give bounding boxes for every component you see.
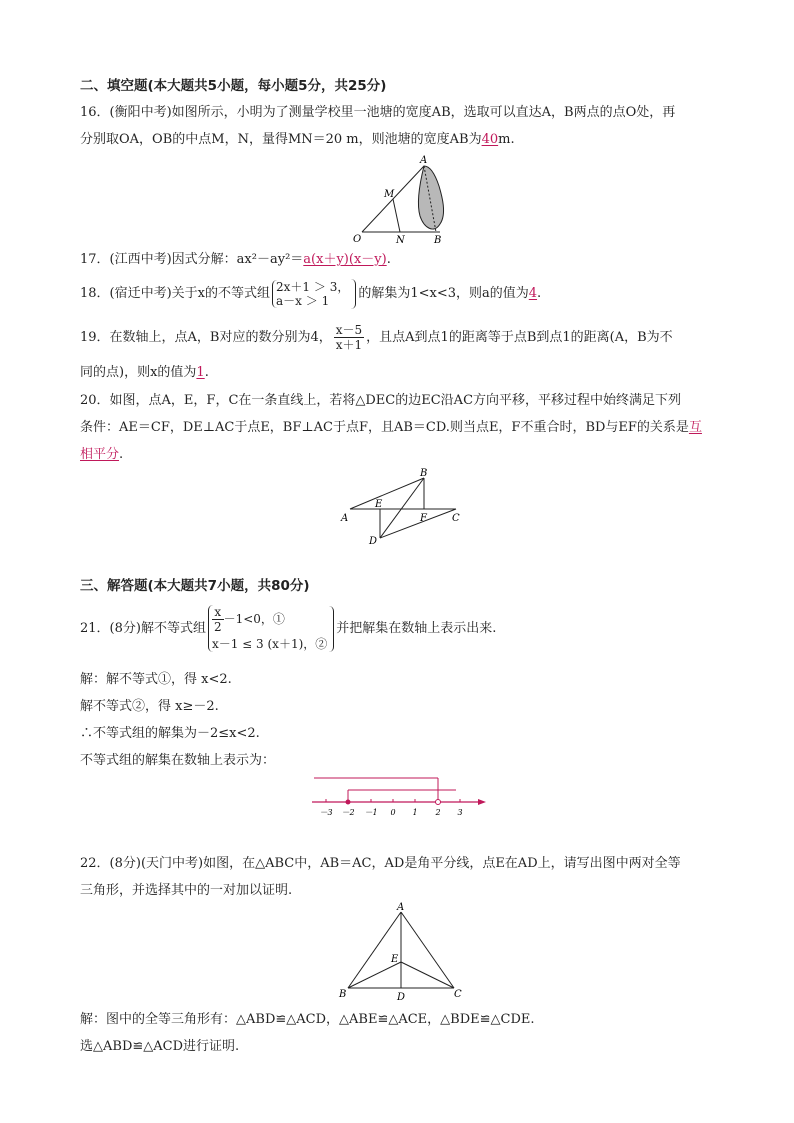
q20-label-F: F [420, 513, 427, 524]
section-3-title: 三、解答题(本大题共7小题，共80分) [80, 578, 310, 594]
q19-fraction: $\frac{x-5}{x+1}$ [335, 323, 363, 352]
q18-answer: 4 [528, 286, 538, 301]
q16-label-O: O [353, 234, 362, 244]
q18-inequality-system: 2x＋1 ＞ 3， a－x ＞ 1 [272, 280, 349, 308]
q20-line3: 相平分. [80, 447, 124, 462]
q16-line1: 16．(衡阳中考)如图所示，小明为了测量学校里一池塘的宽度AB，选取可以直达A，B两点的点O处，再 [80, 105, 676, 120]
q21-tick-label: －2 [341, 808, 355, 817]
q22-line2: 三角形，并选择其中的一对加以证明. [80, 883, 293, 898]
q22-label-B: B [339, 989, 347, 1000]
q19-line1: 19．在数轴上，点A，B对应的数分别为4， $\frac{x-5}{x+1}$ ，且点A到点1的距离等于点B到点1的距离(A，B为不 [80, 323, 673, 352]
q21-solution-3: ∴不等式组的解集为－2≤x<2. [80, 726, 260, 741]
q21-line: 21．(8分)解不等式组 $\frac{x}{2}$ －1<0，① x－1 ≤ 3 (x＋1)，② 并把解集在数轴上表示出来. [80, 605, 497, 651]
q21-tick-label: －1 [364, 808, 378, 817]
q16-label-M: M [384, 189, 395, 200]
q21-inequality-system: $\frac{x}{2}$ －1<0，① x－1 ≤ 3 (x＋1)，② [208, 605, 327, 652]
q20-label-E: E [375, 499, 383, 510]
q16-pond-figure [350, 152, 460, 244]
q20-parallelogram-figure [338, 466, 468, 546]
q20-label-C: C [452, 513, 460, 524]
q16-answer: 40 [481, 132, 499, 147]
q21-tick-label: 0 [390, 808, 396, 817]
section-2-title: 二、填空题(本大题共5小题，每小题5分，共25分) [80, 78, 387, 94]
q20-answer-part2: 相平分 [80, 447, 120, 462]
q21-solution-1: 解：解不等式①，得 x<2. [80, 672, 232, 687]
q19-line2: 同的点)，则x的值为1. [80, 365, 209, 380]
q22-triangle-figure [336, 900, 466, 1004]
q22-label-C: C [454, 989, 462, 1000]
q21-tick-label: 3 [457, 808, 463, 817]
q16-label-B: B [434, 235, 442, 244]
q22-label-A: A [397, 902, 405, 913]
q21-tick-label: 1 [412, 808, 418, 817]
q22-solution-1: 解：图中的全等三角形有：△ABD≌△ACD，△ABE≌△ACE，△BDE≌△CDE. [80, 1012, 535, 1027]
q21-solution-2: 解不等式②，得 x≥－2. [80, 699, 219, 714]
q21-solution-4: 不等式组的解集在数轴上表示为： [80, 753, 276, 768]
q21-tick-label: 2 [435, 808, 441, 817]
q16-label-N: N [396, 235, 405, 244]
q21-tick-label: －3 [319, 808, 333, 817]
q20-line2: 条件：AE＝CF，DE⊥AC于点E，BF⊥AC于点F，且AB＝CD.则当点E，F不重合时，BD与EF的关系是互 [80, 420, 702, 435]
q22-label-E: E [391, 954, 399, 965]
q20-label-B: B [420, 468, 428, 479]
q16-line2: 分别取OA，OB的中点M，N，量得MN＝20 m，则池塘的宽度AB为40m. [80, 132, 515, 147]
q19-answer: 1 [196, 365, 205, 380]
q20-answer-part1: 互 [688, 420, 702, 435]
q17-answer: a(x＋y)(x－y) [303, 252, 387, 267]
q21-number-line [308, 774, 492, 822]
q17-line: 17．(江西中考)因式分解：ax²－ay²＝a(x＋y)(x－y). [80, 252, 391, 267]
q22-label-D: D [397, 992, 406, 1003]
q22-solution-2: 选△ABD≌△ACD进行证明. [80, 1039, 240, 1054]
q20-label-A: A [341, 513, 349, 524]
q18-line: 18．(宿迁中考)关于x的不等式组 2x＋1 ＞ 3， a－x ＞ 1 的解集为1<x<3，则a的值为4. [80, 279, 542, 308]
q22-line1: 22．(8分)(天门中考)如图，在△ABC中，AB＝AC，AD是角平分线，点E在AD上，请写出图中两对全等 [80, 856, 681, 871]
q20-line1: 20．如图，点A，E，F，C在一条直线上，若将△DEC的边EC沿AC方向平移，平移过程中始终满足下列 [80, 393, 682, 408]
q16-label-A: A [420, 155, 428, 166]
q20-label-D: D [369, 536, 378, 546]
